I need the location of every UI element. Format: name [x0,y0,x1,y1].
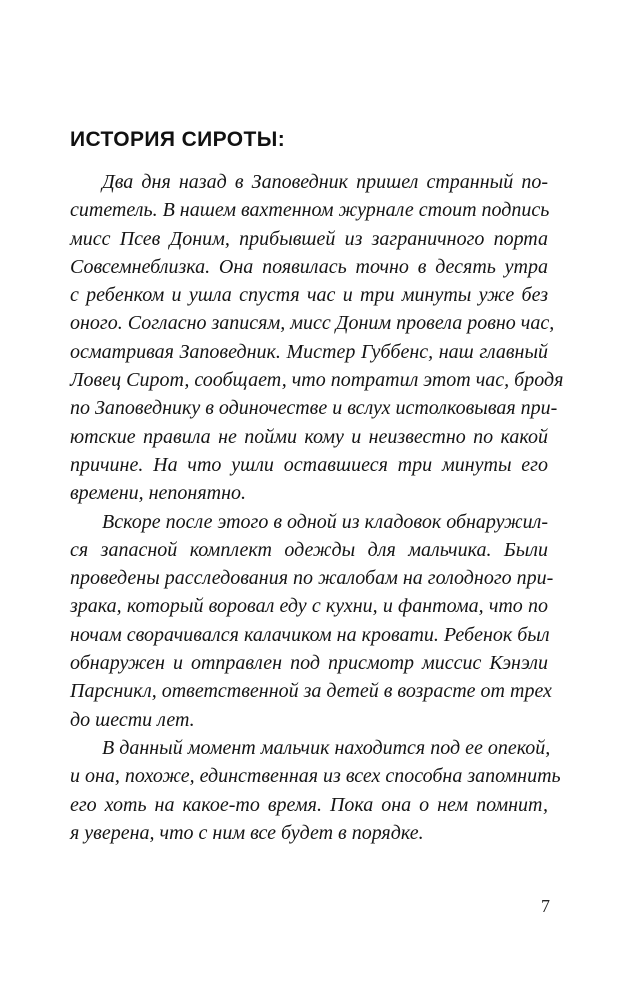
text-line: Ловец Сирот, сообщает, что потратил этот час, бродя [70,369,564,392]
text-line: ютские правила не пойми кому и неизвестно по какой [70,425,548,448]
section-heading: ИСТОРИЯ СИРОТЫ: [70,128,286,151]
text-line: зрака, который воровал еду с кухни, и фантома, что по [70,595,548,618]
text-line: ночам сворачивался калачиком на кровати. Ребенок был [70,623,550,646]
story-text [70,168,564,847]
page-number: 7 [541,896,550,916]
text-line: времени, непонятно. [70,482,247,505]
text-line: Вскоре после этого в одной из кладовок обнаружил- [102,510,549,533]
text-line: Два дня назад в Заповедник пришел странный по- [102,171,548,193]
text-line: его хоть на какое-то время. Пока она о нем помнит, [70,793,548,816]
text-line: с ребенком и ушла спустя час и три минуты уже без [70,284,548,307]
text-line: В данный момент мальчик находится под ее опекой, [102,736,551,759]
text-line: и она, похоже, единственная из всех способна запомнить [70,765,561,788]
text-line: проведены расследования по жалобам на голодного при- [70,567,554,590]
text-line: осматривая Заповедник. Мистер Губбенс, наш главный [70,340,548,363]
text-line: Совсемнеблизка. Она появилась точно в десять утра [70,255,548,278]
text-line: по Заповеднику в одиночестве и вслух истолковывая при- [70,397,558,420]
text-line: ситетель. В нашем вахтенном журнале стоит подпись [70,199,550,222]
text-line: ся запасной комплект одежды для мальчика. Были [70,538,548,561]
text-line: оного. Согласно записям, мисс Доним провела ровно час, [70,312,555,335]
text-line: до шести лет. [70,708,195,731]
text-line: Парсникл, ответственной за детей в возрасте от трех [70,680,552,703]
text-line: я уверена, что с ним все будет в порядке. [70,821,424,844]
text-line: обнаружен и отправлен под присмотр миссис Кэнэли [70,652,548,675]
text-line: причине. На что ушли оставшиеся три минуты его [70,453,548,476]
text-line: мисс Псев Доним, прибывшей из заграничного порта [70,227,548,250]
